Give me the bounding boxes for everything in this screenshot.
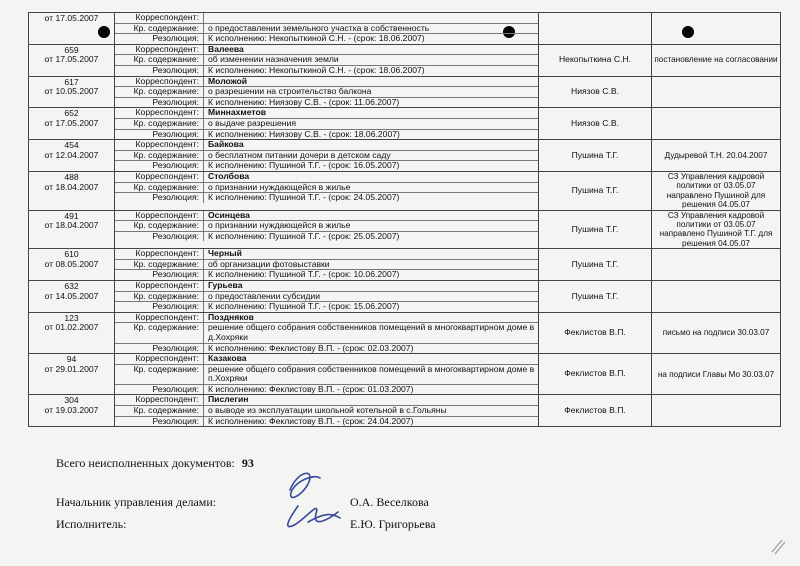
- doc-number-cell: [29, 354, 115, 395]
- table-row: [29, 312, 781, 353]
- executor-cell: Пушина Т.Г.: [539, 210, 652, 249]
- table-row: [29, 280, 781, 312]
- value-resolution: К исполнению: Феклистову В.П. - (срок: 01.03.2007): [208, 383, 414, 394]
- value-resolution: К исполнению: Некопыткиной С.Н. - (срок: 18.06.2007): [208, 33, 425, 44]
- doc-number-cell: [29, 249, 115, 281]
- note-cell: [652, 395, 781, 427]
- value-content: решение общего собрания собственников помещений в многоквартирном доме в п.Хохряки: [208, 363, 535, 384]
- doc-details-cell: [115, 44, 539, 76]
- detail-line-resolution: [115, 385, 538, 395]
- label-correspondent: Корреспондент:: [115, 211, 204, 221]
- doc-number: 123: [64, 312, 79, 323]
- doc-details-cell: [115, 108, 539, 140]
- value-content: о выдаче разрешения: [208, 117, 296, 128]
- doc-number: 617: [64, 76, 79, 87]
- detail-line-content: [115, 323, 538, 343]
- doc-number: 94: [66, 354, 77, 365]
- detail-line-content: [115, 119, 538, 130]
- doc-details-cell: [115, 76, 539, 108]
- value-resolution: К исполнению: Феклистову В.П. - (срок: 02.03.2007): [208, 342, 414, 353]
- label-resolution: Резолюция:: [115, 302, 204, 312]
- label-resolution: Резолюция:: [115, 270, 204, 280]
- total-line: [56, 456, 254, 471]
- label-content: Кр. содержание:: [115, 183, 204, 193]
- total-value: 93: [241, 456, 254, 470]
- value-content: об организации фотовыставки: [208, 258, 330, 269]
- label-correspondent: Корреспондент:: [115, 108, 204, 118]
- label-content: Кр. содержание:: [115, 260, 204, 270]
- label-resolution: Резолюция:: [115, 417, 204, 427]
- doc-details-cell: [115, 140, 539, 172]
- note-cell: [652, 108, 781, 140]
- label-resolution: Резолюция:: [115, 344, 204, 354]
- executor-cell: [539, 13, 652, 45]
- doc-details-cell: [115, 395, 539, 427]
- paper-clip-icon: [766, 534, 790, 558]
- documents-table: [28, 12, 781, 427]
- doc-number-cell: [29, 13, 115, 45]
- detail-line-resolution: [115, 344, 538, 354]
- detail-line-content: [115, 365, 538, 385]
- doc-number: 488: [64, 171, 79, 182]
- label-correspondent: Корреспондент:: [115, 45, 204, 55]
- value-correspondent: Осинцева: [208, 209, 250, 220]
- detail-line-resolution: [115, 270, 538, 280]
- doc-date: от 01.02.2007: [44, 322, 99, 333]
- executor-cell: Феклистов В.П.: [539, 395, 652, 427]
- detail-line-resolution: [115, 417, 538, 427]
- doc-number-cell: [29, 312, 115, 353]
- value-resolution: К исполнению: Пушиной Т.Г. - (срок: 25.05.2007): [208, 230, 400, 241]
- value-correspondent: [204, 13, 538, 23]
- label-resolution: Резолюция:: [115, 161, 204, 171]
- doc-date: от 18.04.2007: [44, 181, 99, 192]
- executor-cell: Ниязов С.В.: [539, 108, 652, 140]
- value-resolution: К исполнению: Пушиной Т.Г. - (срок: 15.06.2007): [208, 301, 400, 312]
- label-resolution: Резолюция:: [115, 130, 204, 140]
- label-correspondent: Корреспондент:: [115, 249, 204, 259]
- label-correspondent: Корреспондент:: [115, 313, 204, 323]
- executor-cell: Пушина Т.Г.: [539, 249, 652, 281]
- value-correspondent: Поздняков: [208, 311, 254, 322]
- executor-cell: Пушина Т.Г.: [539, 280, 652, 312]
- value-content: о признании нуждающейся в жилье: [208, 181, 351, 192]
- value-content: о предоставлении субсидии: [208, 290, 321, 301]
- value-content: о разрешении на строительство балкона: [208, 86, 372, 97]
- doc-number: 491: [64, 210, 79, 221]
- value-correspondent: Пислегин: [208, 394, 249, 405]
- value-content: о признании нуждающейся в жилье: [208, 220, 351, 231]
- label-correspondent: Корреспондент:: [115, 140, 204, 150]
- doc-date: от 12.04.2007: [44, 149, 99, 160]
- note-cell: [652, 249, 781, 281]
- doc-date: от 08.05.2007: [44, 258, 99, 269]
- label-resolution: Резолюция:: [115, 193, 204, 203]
- doc-date: от 17.05.2007: [44, 54, 99, 65]
- doc-number: 610: [64, 249, 79, 260]
- label-content: Кр. содержание:: [115, 87, 204, 97]
- label-content: Кр. содержание:: [115, 119, 204, 129]
- detail-line-resolution: [115, 98, 538, 108]
- doc-date: от 17.05.2007: [44, 13, 99, 23]
- value-resolution: К исполнению: Ниязову С.В. - (срок: 11.06.2007): [208, 96, 400, 107]
- doc-details-cell: [115, 13, 539, 45]
- note-cell: [652, 280, 781, 312]
- note-cell: постановление на согласовании: [652, 44, 781, 76]
- value-content: об изменении назначения земли: [208, 54, 339, 65]
- table-row: [29, 249, 781, 281]
- doc-details-cell: [115, 354, 539, 395]
- note-cell: письмо на подписи 30.03.07: [652, 312, 781, 353]
- detail-line-correspondent: [115, 13, 538, 24]
- value-content: о бесплатном питании дочери в детском саду: [208, 149, 391, 160]
- value-correspondent: Моложой: [208, 75, 248, 86]
- value-content: о предоставлении земельного участка в собственность: [208, 22, 430, 33]
- doc-number-cell: [29, 108, 115, 140]
- executor-cell: Пушина Т.Г.: [539, 140, 652, 172]
- doc-date: от 29.01.2007: [44, 363, 99, 374]
- doc-details-cell: [115, 312, 539, 353]
- note-cell: СЗ Управления кадровой политики от 03.05.07 направлено Пушиной Т.Г. для решения 04.05.07: [652, 210, 781, 249]
- label-content: Кр. содержание:: [115, 55, 204, 65]
- detail-line-resolution: [115, 34, 538, 44]
- value-correspondent: Байкова: [208, 139, 244, 150]
- label-correspondent: Корреспондент:: [115, 172, 204, 182]
- label-correspondent: Корреспондент:: [115, 354, 204, 364]
- label-resolution: Резолюция:: [115, 385, 204, 395]
- executor-name: Е.Ю. Григорьева: [350, 517, 436, 531]
- doc-number-cell: [29, 395, 115, 427]
- value-correspondent: Столбова: [208, 170, 250, 181]
- label-resolution: Резолюция:: [115, 34, 204, 44]
- note-cell: [652, 13, 781, 45]
- detail-line-correspondent: [115, 172, 538, 183]
- detail-line-correspondent: [115, 281, 538, 292]
- table-row: [29, 395, 781, 427]
- label-content: Кр. содержание:: [115, 24, 204, 34]
- doc-number: 652: [64, 108, 79, 119]
- chief-label: Начальник управления делами:: [56, 495, 217, 509]
- label-correspondent: Корреспондент:: [115, 395, 204, 405]
- label-content: Кр. содержание:: [115, 151, 204, 161]
- table-row: [29, 13, 781, 45]
- table-row: [29, 140, 781, 172]
- label-correspondent: Корреспондент:: [115, 281, 204, 291]
- doc-number-cell: [29, 44, 115, 76]
- doc-date: от 17.05.2007: [44, 117, 99, 128]
- label-content: Кр. содержание:: [115, 323, 204, 342]
- detail-line-resolution: [115, 232, 538, 242]
- doc-number: 632: [64, 280, 79, 291]
- table-row: [29, 210, 781, 249]
- value-resolution: К исполнению: Пушиной Т.Г. - (срок: 24.05.2007): [208, 192, 400, 203]
- value-correspondent: Миннахметов: [208, 107, 267, 118]
- doc-number-cell: [29, 76, 115, 108]
- table-row: [29, 44, 781, 76]
- doc-details-cell: [115, 210, 539, 249]
- chief-name: О.А. Веселкова: [350, 495, 429, 509]
- total-label: Всего неисполненных документов:: [56, 456, 235, 470]
- table-row: [29, 76, 781, 108]
- detail-line-resolution: [115, 66, 538, 76]
- detail-line-resolution: [115, 130, 538, 140]
- doc-date: от 18.04.2007: [44, 220, 99, 231]
- doc-number: 454: [64, 140, 79, 151]
- label-correspondent: Корреспондент:: [115, 13, 204, 23]
- value-resolution: К исполнению: Некопыткиной С.Н. - (срок: 18.06.2007): [208, 64, 425, 75]
- table-row: [29, 108, 781, 140]
- executor-cell: Некопыткина С.Н.: [539, 44, 652, 76]
- table-row: [29, 354, 781, 395]
- note-cell: [652, 76, 781, 108]
- label-content: Кр. содержание:: [115, 365, 204, 384]
- executor-cell: Феклистов В.П.: [539, 354, 652, 395]
- value-correspondent: Валеева: [208, 43, 244, 54]
- value-content: решение общего собрания собственников помещений в многоквартирном доме в д.Хохряки: [208, 322, 535, 342]
- doc-details-cell: [115, 249, 539, 281]
- doc-details-cell: [115, 280, 539, 312]
- label-resolution: Резолюция:: [115, 232, 204, 242]
- label-content: Кр. содержание:: [115, 292, 204, 302]
- label-content: Кр. содержание:: [115, 406, 204, 416]
- doc-number-cell: [29, 140, 115, 172]
- doc-number: 659: [64, 44, 79, 55]
- label-resolution: Резолюция:: [115, 98, 204, 108]
- value-correspondent: Гурьева: [208, 279, 243, 290]
- note-cell: на подписи Главы Мо 30.03.07: [652, 354, 781, 395]
- detail-line-resolution: [115, 302, 538, 312]
- value-correspondent: Черный: [208, 248, 242, 259]
- label-content: Кр. содержание:: [115, 221, 204, 231]
- value-correspondent: Казакова: [208, 353, 247, 364]
- detail-line-resolution: [115, 161, 538, 171]
- executor-cell: Ниязов С.В.: [539, 76, 652, 108]
- executor-cell: Феклистов В.П.: [539, 312, 652, 353]
- value-resolution: К исполнению: Ниязову С.В. - (срок: 18.06.2007): [208, 128, 400, 139]
- label-correspondent: Корреспондент:: [115, 77, 204, 87]
- table-row: [29, 171, 781, 210]
- doc-date: от 19.03.2007: [44, 405, 99, 416]
- executor-cell: Пушина Т.Г.: [539, 171, 652, 210]
- note-cell: СЗ Управления кадровой политики от 03.05.07 направлено Пушиной для решения 04.05.07: [652, 171, 781, 210]
- doc-number-cell: [29, 210, 115, 249]
- doc-date: от 10.05.2007: [44, 86, 99, 97]
- label-resolution: Резолюция:: [115, 66, 204, 76]
- doc-number-cell: [29, 280, 115, 312]
- doc-number-cell: [29, 171, 115, 210]
- value-resolution: К исполнению: Пушиной Т.Г. - (срок: 16.05.2007): [208, 160, 400, 171]
- value-resolution: К исполнению: Пушиной Т.Г. - (срок: 10.06.2007): [208, 269, 400, 280]
- value-content: о выводе из эксплуатации школьной котельной в с.Гольяны: [208, 405, 447, 416]
- doc-details-cell: [115, 171, 539, 210]
- executor-label: Исполнитель:: [56, 517, 127, 531]
- handwritten-signature: [268, 460, 358, 540]
- doc-date: от 14.05.2007: [44, 290, 99, 301]
- note-cell: Дудыревой Т.Н. 20.04.2007: [652, 140, 781, 172]
- doc-number: 304: [64, 395, 79, 406]
- detail-line-resolution: [115, 193, 538, 203]
- value-resolution: К исполнению: Феклистову В.П. - (срок: 24.04.2007): [208, 415, 414, 426]
